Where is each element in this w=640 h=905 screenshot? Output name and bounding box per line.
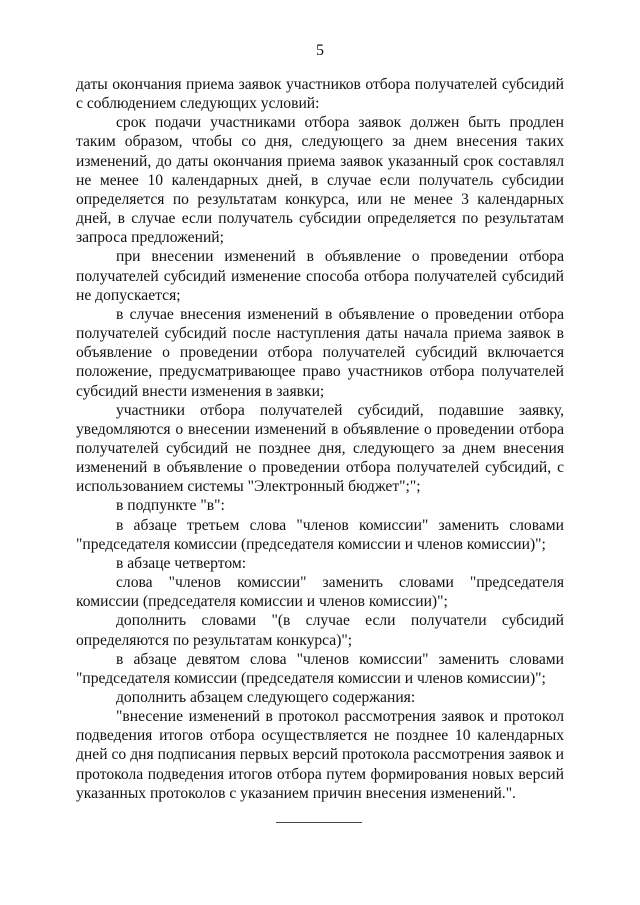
page-number: 5 <box>316 42 324 59</box>
paragraph-10: дополнить словами "(в случае если получатели субсидий определяются по результатам конкурса)"; <box>76 612 564 649</box>
paragraph-8: в абзаце четвертом: <box>116 554 247 572</box>
paragraph-11: в абзаце девятом слова "членов комиссии" заменить словами "председателя комиссии (председателя комиссии и членов комиссии)"; <box>76 650 564 687</box>
document-body <box>76 75 564 803</box>
paragraph-9: слова "членов комиссии" заменить словами "председателя комиссии (председателя комиссии и членов комиссии)"; <box>76 574 564 611</box>
paragraph-1: даты окончания приема заявок участников отбора получателей субсидий с соблюдением следующих условий: <box>76 76 564 113</box>
paragraph-12: дополнить абзацем следующего содержания: <box>116 689 416 706</box>
paragraph-5: участники отбора получателей субсидий, подавшие заявку, уведомляются о внесении изменений в объявление о проведении отбора получателей субсидий не позднее дня, следующего за днем внесения изменений в объявление о проведении отбора получателей субсидий, с использованием системы "Электронный бюджет";"; <box>76 401 564 496</box>
paragraph-6: в подпункте "в": <box>116 497 225 515</box>
end-of-text-divider <box>276 822 362 823</box>
paragraph-7: в абзаце третьем слова "членов комиссии" заменить словами "председателя комиссии (председателя комиссии и членов комиссии)"; <box>76 516 564 553</box>
paragraph-13: "внесение изменений в протокол рассмотрения заявок и протокол подведения итогов отбора осуществляется не позднее 10 календарных дней со дня подписания первых версий протокола рассмотрения заявок и протокола подведения итогов отбора путем формирования новых версий указанных протоколов с указанием причин внесения изменений.". <box>76 708 564 802</box>
paragraph-4: в случае внесения изменений в объявление о проведении отбора получателей субсидий после наступления даты начала приема заявок в объявление о проведении отбора получателей субсидий включается положение, предусматривающее право участников отбора получателей субсидий внести изменения в заявки; <box>76 305 564 400</box>
paragraph-3: при внесении изменений в объявление о проведении отбора получателей субсидий изменение способа отбора получателей субсидий не допускается; <box>76 248 564 304</box>
paragraph-2: срок подачи участниками отбора заявок должен быть продлен таким образом, чтобы со дня, следующего за днем внесения таких изменений, до даты окончания приема заявок указанный срок составлял не менее 10 календарных дней, в случае если получатель субсидии определяется по результатам конкурса, или не менее 3 календарных дней, в случае если получатель субсидии определяется по результатам запроса предложений; <box>76 114 564 247</box>
